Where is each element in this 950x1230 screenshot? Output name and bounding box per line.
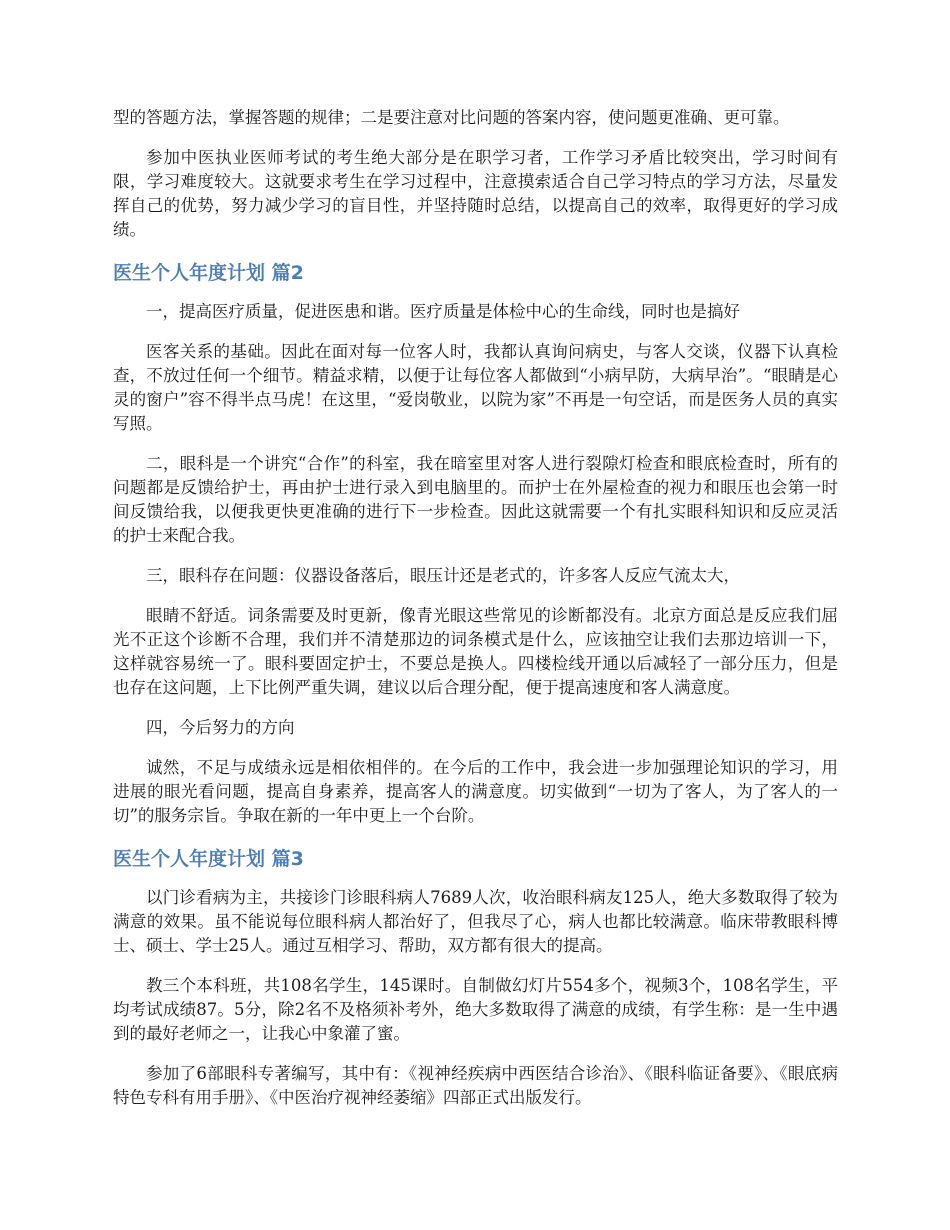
- paragraph-exam-advice: 参加中医执业医师考试的考生绝大部分是在职学习者，工作学习矛盾比较突出，学习时间有限，学习难度较大。这就要求考生在学习过程中，注意摸索适合自己学习特点的学习方法，尽量发挥自己的优势，努力减少学习的盲目性，并坚持随时总结，以提高自己的效率，取得更好的学习成绩。: [113, 148, 838, 239]
- paragraph: 三，眼科存在问题：仪器设备落后，眼压计还是老式的，许多客人反应气流太大，: [146, 566, 740, 585]
- section-heading-3: 医生个人年度计划 篇3: [113, 848, 304, 870]
- document-page: [113, 106, 838, 1126]
- paragraph: 以门诊看病为主，共接诊门诊眼科病人7689人次，收治眼科病友125人，绝大多数取得了较为满意的效果。虽不能说每位眼科病人都治好了，但我尽了心，病人也都比较满意。临床带教眼科博士、硕士、学士25人。通过互相学习、帮助，双方都有很大的提高。: [113, 888, 838, 955]
- paragraph: 眼睛不舒适。词条需要及时更新，像青光眼这些常见的诊断都没有。北京方面总是反应我们屈光不正这个诊断不合理，我们并不清楚那边的词条模式是什么，应该抽空让我们去那边培训一下，这样就容易统一了。眼科要固定护士，不要总是换人。四楼检线开通以后减轻了一部分压力，但是也存在这问题，上下比例严重失调，建议以后合理分配，便于提高速度和客人满意度。: [113, 606, 838, 697]
- paragraph: 参加了6部眼科专著编写，其中有：《视神经疾病中西医结合诊治》、《眼科临证备要》、《眼底病特色专科有用手册》、《中医治疗视神经萎缩》四部正式出版发行。: [113, 1064, 838, 1107]
- paragraph: 医客关系的基础。因此在面对每一位客人时，我都认真询问病史，与客人交谈，仪器下认真检查，不放过任何一个细节。精益求精，以便于让每位客人都做到“小病早防，大病早治”。“眼睛是心灵的窗户”容不得半点马虎！在这里，“爱岗敬业，以院为家”不再是一句空话，而是医务人员的真实写照。: [113, 342, 838, 433]
- paragraph: 二，眼科是一个讲究“合作”的科室，我在暗室里对客人进行裂隙灯检查和眼底检查时，所有的问题都是反馈给护士，再由护士进行录入到电脑里的。而护士在外屋检查的视力和眼压也会第一时间反馈给我，以便我更快更准确的进行下一步检查。因此这就需要一个有扎实眼科知识和反应灵活的护士来配合我。: [113, 454, 838, 545]
- paragraph-intro-continuation: 型的答题方法，掌握答题的规律；二是要注意对比问题的答案内容，使问题更准确、更可靠。: [113, 108, 790, 127]
- section-heading-2: 医生个人年度计划 篇2: [113, 262, 304, 284]
- paragraph: 教三个本科班，共108名学生，145课时。自制做幻灯片554多个，视频3个，108名学生，平均考试成绩87。5分，除2名不及格须补考外，绝大多数取得了满意的成绩，有学生称：是一生中遇到的最好老师之一，让我心中象灌了蜜。: [113, 976, 838, 1043]
- paragraph: 诚然，不足与成绩永远是相依相伴的。在今后的工作中，我会进一步加强理论知识的学习，用进展的眼光看问题，提高自身素养，提高客人的满意度。切实做到“一切为了客人，为了客人的一切”的服务宗旨。争取在新的一年中更上一个台阶。: [113, 758, 838, 825]
- paragraph: 一，提高医疗质量，促进医患和谐。医疗质量是体检中心的生命线，同时也是搞好: [146, 302, 740, 321]
- paragraph: 四，今后努力的方向: [146, 718, 295, 737]
